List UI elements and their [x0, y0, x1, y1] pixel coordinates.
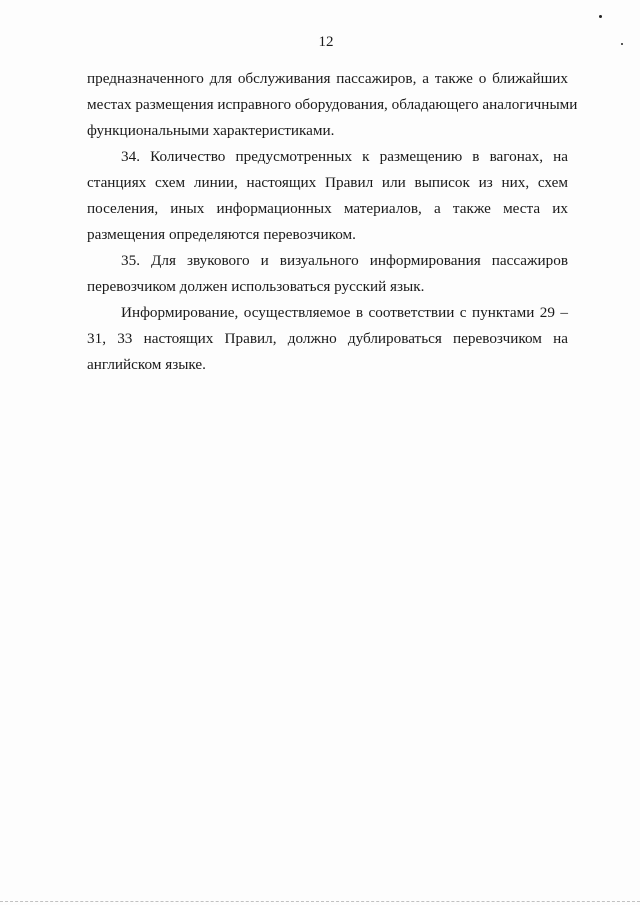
text-line: поселения, иных информационных материалов, а также места их — [87, 200, 568, 217]
scan-speck — [599, 15, 602, 18]
text-line: перевозчиком должен использоваться русский язык. — [87, 278, 425, 295]
text-line: размещения определяются перевозчиком. — [87, 226, 356, 243]
paragraph-35 — [87, 248, 568, 300]
text-line: английском языке. — [87, 356, 206, 373]
text-line: Информирование, осуществляемое в соответствии с пунктами 29 – — [121, 304, 568, 321]
text-line: 31, 33 настоящих Правил, должно дублироваться перевозчиком на — [87, 330, 568, 347]
paragraph-continuation — [87, 66, 578, 144]
paragraph-34 — [87, 144, 568, 248]
text-line: местах размещения исправного оборудования, обладающего аналогичными — [87, 96, 578, 113]
page-number: 12 — [318, 34, 334, 50]
scan-speck — [621, 43, 623, 45]
text-line: 34. Количество предусмотренных к размещению в вагонах, на — [121, 148, 568, 165]
scan-edge — [0, 901, 640, 903]
text-line: 35. Для звукового и визуального информирования пассажиров — [121, 252, 568, 269]
text-line: станциях схем линии, настоящих Правил или выписок из них, схем — [87, 174, 568, 191]
text-line: предназначенного для обслуживания пассажиров, а также о ближайших — [87, 70, 568, 87]
paragraph-informing — [87, 300, 568, 378]
text-line: функциональными характеристиками. — [87, 122, 335, 139]
document-body — [87, 66, 578, 378]
